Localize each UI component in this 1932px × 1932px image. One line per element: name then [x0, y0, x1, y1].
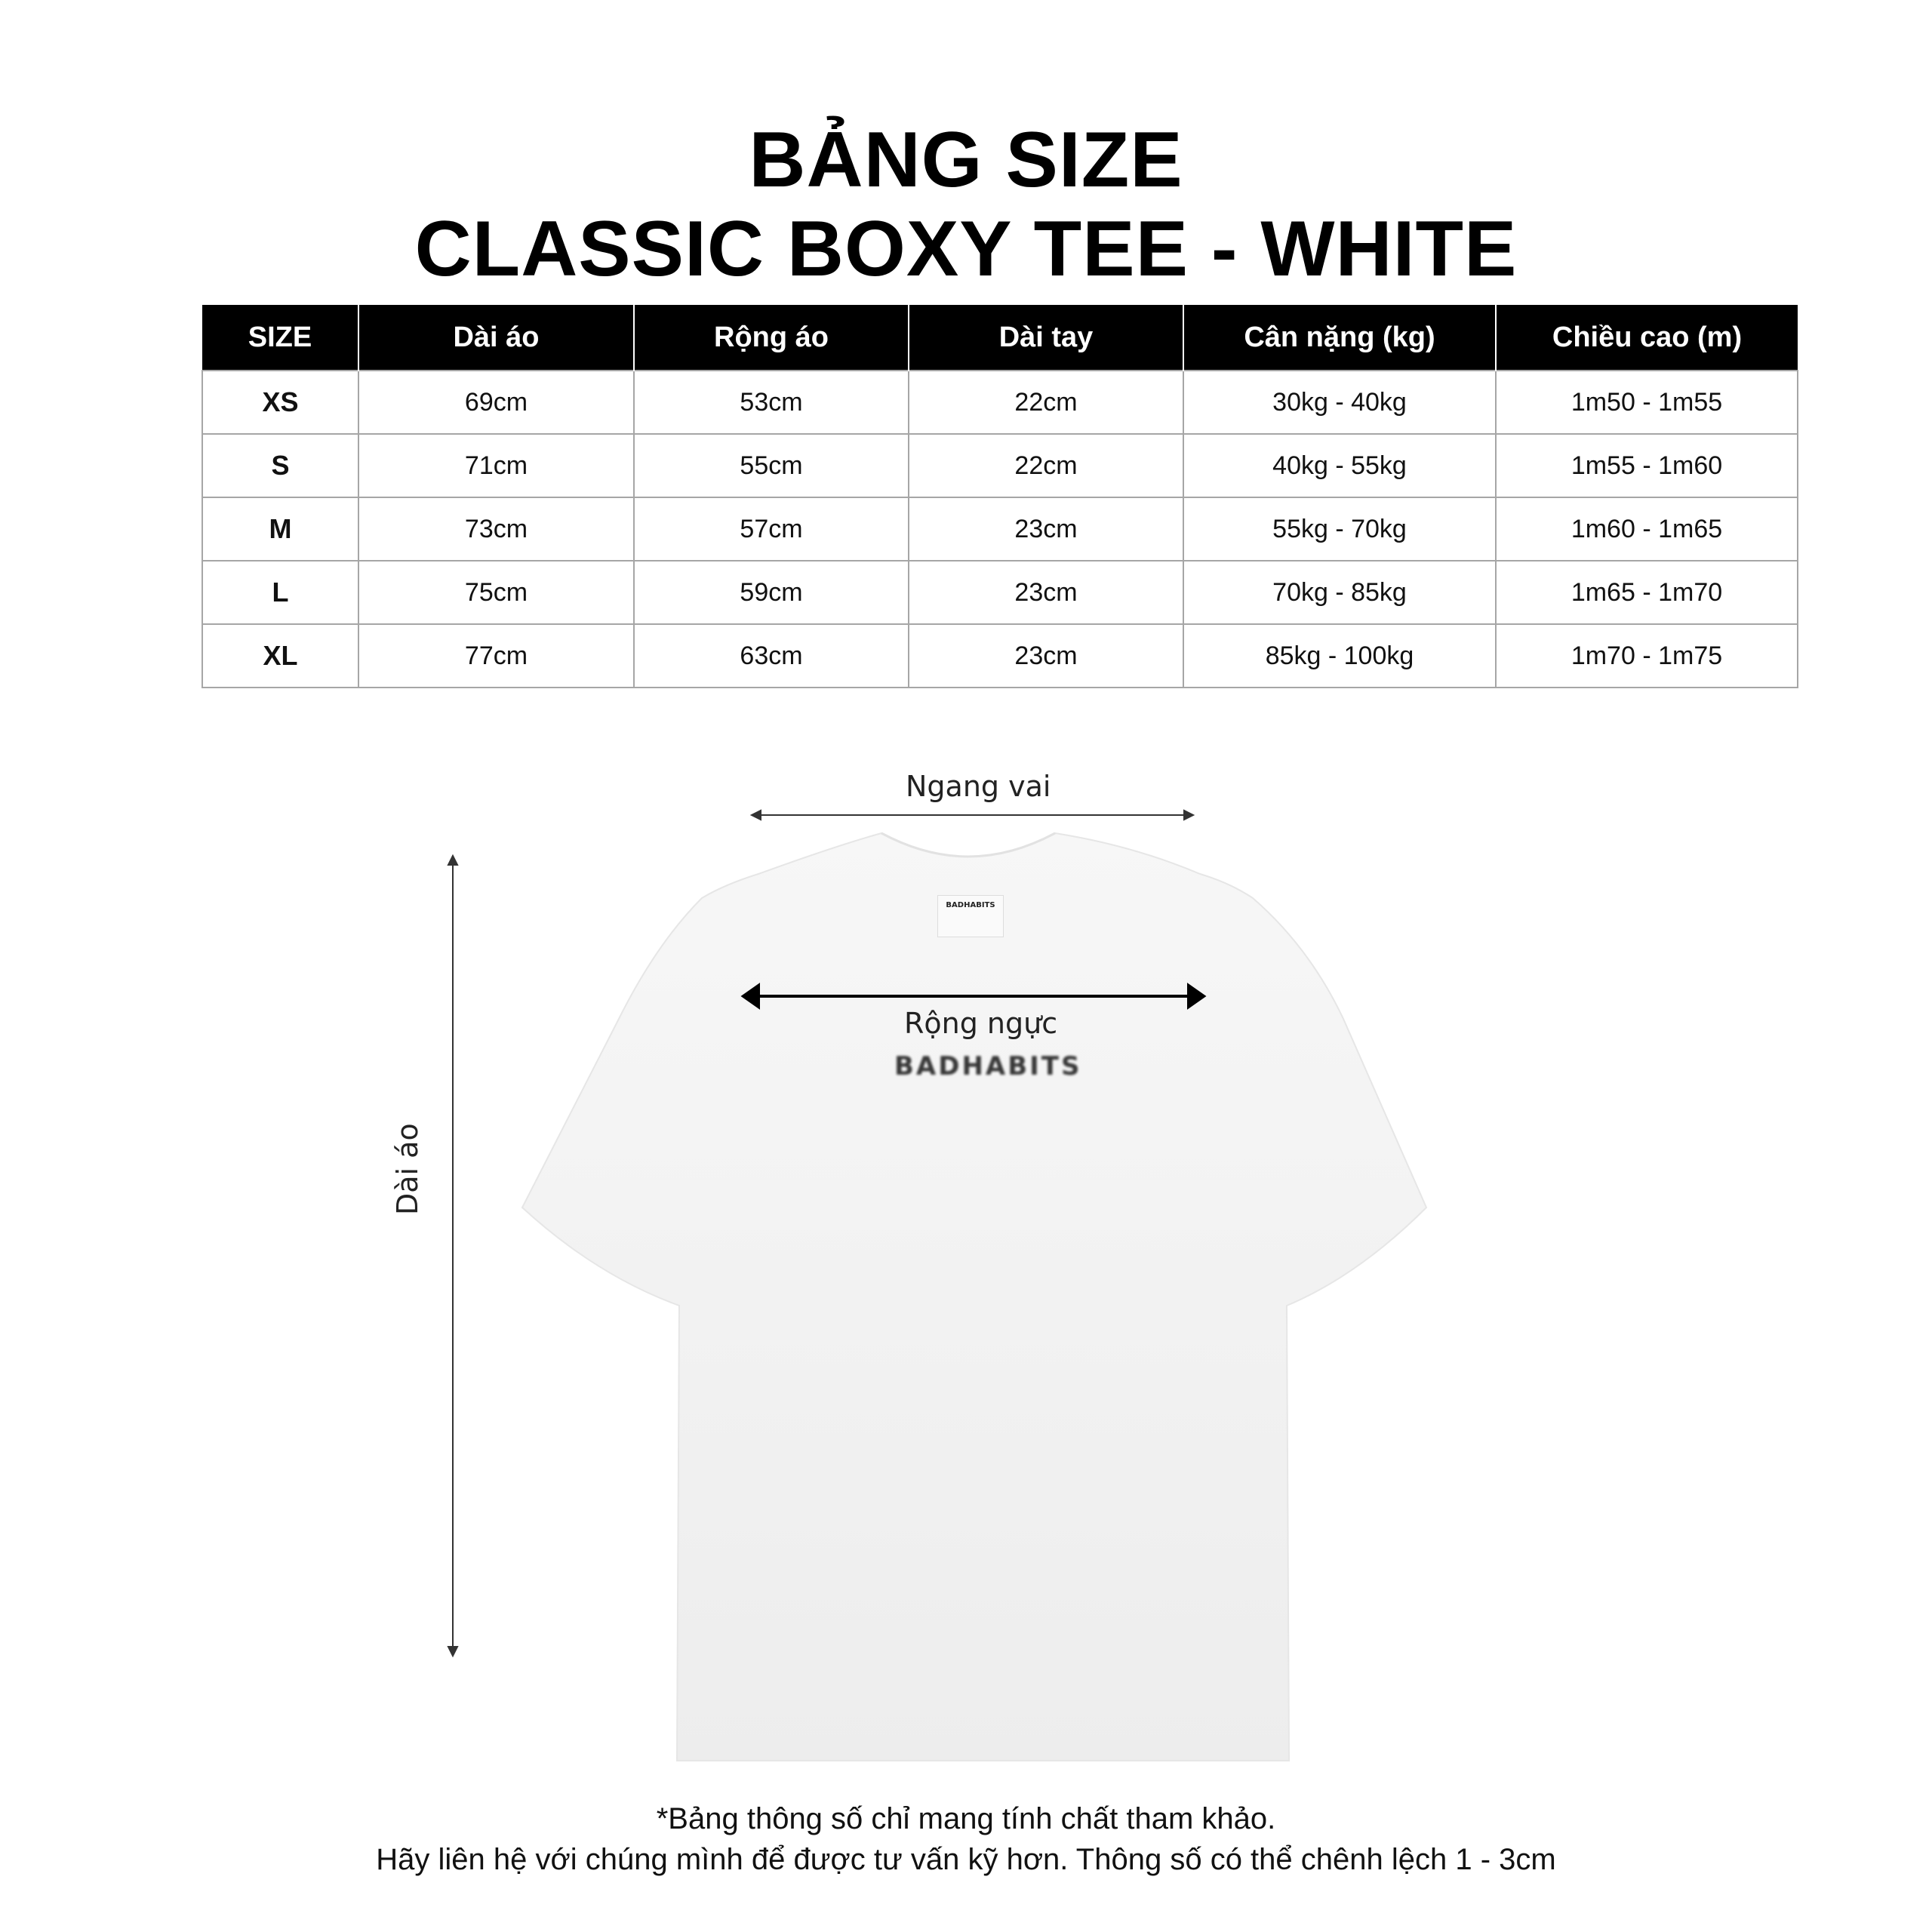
chest-label: Rộng ngực — [904, 1007, 1058, 1040]
width-cell: 63cm — [634, 624, 909, 688]
length-cell: 73cm — [358, 497, 634, 561]
neck-tag-text: BADHABITS — [946, 901, 995, 909]
height-cell: 1m70 - 1m75 — [1496, 624, 1798, 688]
length-label: Dài áo — [391, 1123, 424, 1215]
size-cell: XL — [202, 624, 358, 688]
length-cell: 77cm — [358, 624, 634, 688]
length-arrow — [448, 856, 457, 1656]
height-cell: 1m50 - 1m55 — [1496, 371, 1798, 434]
column-header-sleeve: Dài tay — [909, 305, 1183, 371]
weight-cell: 70kg - 85kg — [1183, 561, 1496, 624]
column-header-weight: Cân nặng (kg) — [1183, 305, 1496, 371]
size-cell: S — [202, 434, 358, 497]
length-cell: 75cm — [358, 561, 634, 624]
length-cell: 69cm — [358, 371, 634, 434]
column-header-width: Rộng áo — [634, 305, 909, 371]
width-cell: 59cm — [634, 561, 909, 624]
page-title: BẢNG SIZE — [749, 116, 1183, 204]
weight-cell: 55kg - 70kg — [1183, 497, 1496, 561]
chest-print: BADHABITS — [894, 1051, 1082, 1081]
column-header-length: Dài áo — [358, 305, 634, 371]
tshirt-illustration — [522, 833, 1426, 1761]
shoulder-arrow — [752, 811, 1193, 820]
weight-cell: 85kg - 100kg — [1183, 624, 1496, 688]
product-title: CLASSIC BOXY TEE - WHITE — [414, 205, 1518, 293]
sleeve-cell: 23cm — [909, 497, 1183, 561]
sleeve-cell: 22cm — [909, 371, 1183, 434]
width-cell: 53cm — [634, 371, 909, 434]
height-cell: 1m60 - 1m65 — [1496, 497, 1798, 561]
weight-cell: 40kg - 55kg — [1183, 434, 1496, 497]
width-cell: 57cm — [634, 497, 909, 561]
sleeve-cell: 23cm — [909, 624, 1183, 688]
size-cell: XS — [202, 371, 358, 434]
sleeve-cell: 23cm — [909, 561, 1183, 624]
size-cell: M — [202, 497, 358, 561]
contact-note: Hãy liên hệ với chúng mình để được tư vấn kỹ hơn. Thông số có thể chênh lệch 1 - 3cm — [376, 1843, 1556, 1876]
width-cell: 55cm — [634, 434, 909, 497]
size-cell: L — [202, 561, 358, 624]
weight-cell: 30kg - 40kg — [1183, 371, 1496, 434]
height-cell: 1m65 - 1m70 — [1496, 561, 1798, 624]
length-cell: 71cm — [358, 434, 634, 497]
column-header-height: Chiều cao (m) — [1496, 305, 1798, 371]
neck-tag — [937, 895, 1004, 937]
height-cell: 1m55 - 1m60 — [1496, 434, 1798, 497]
shoulder-label: Ngang vai — [906, 770, 1051, 803]
disclaimer-note: *Bảng thông số chỉ mang tính chất tham khảo. — [656, 1802, 1276, 1835]
column-header-size: SIZE — [202, 305, 358, 371]
sleeve-cell: 22cm — [909, 434, 1183, 497]
